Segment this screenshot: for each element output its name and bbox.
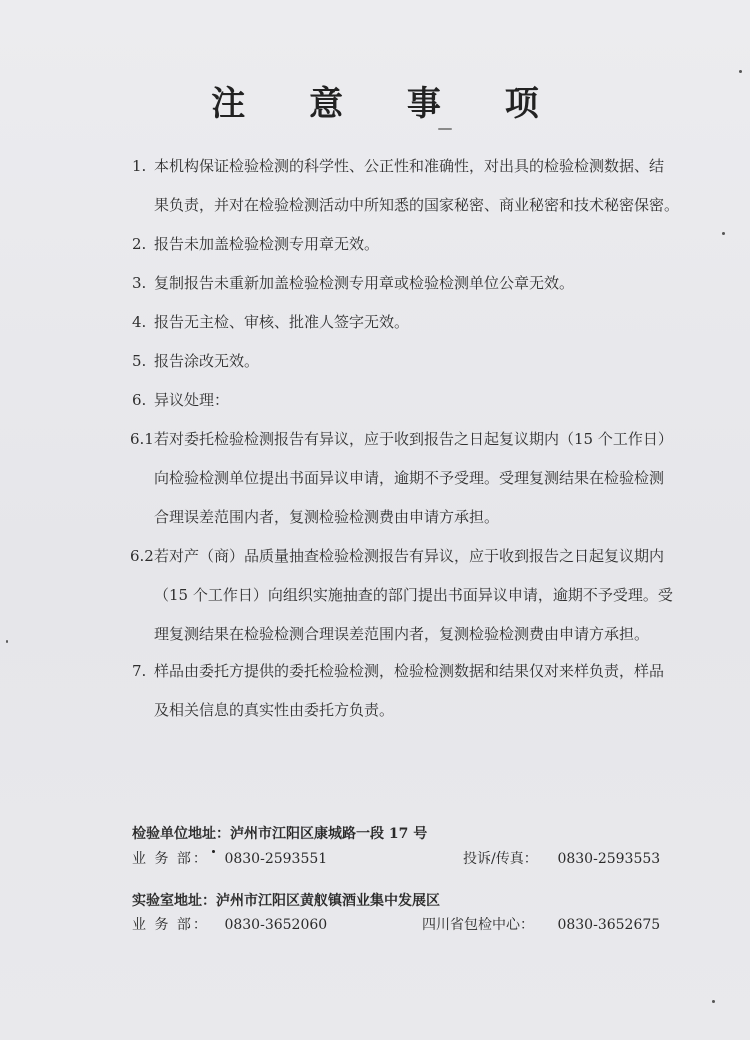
item-text: 果负责，并对在检验检测活动中所知悉的国家秘密、商业秘密和技术秘密保密。	[154, 196, 680, 214]
item-number: 5.	[132, 352, 147, 370]
sichuan-center-label: 四川省包检中心：	[422, 917, 534, 933]
complaint-fax-phone: 0830-2593553	[557, 851, 661, 867]
item-text: 及相关信息的真实性由委托方负责。	[154, 701, 395, 719]
scan-speck	[712, 1000, 715, 1003]
business-phone: 0830-3652060	[224, 917, 328, 933]
item-text: （15 个工作日）向组织实施抽查的部门提出书面异议申请，逾期不予受理。受	[154, 586, 673, 604]
sichuan-center-row	[422, 914, 660, 934]
item-number: 6.2	[130, 547, 154, 565]
item-text: 异议处理：	[154, 391, 230, 409]
item-text: 合理误差范围内者，复测检验检测费由申请方承担。	[154, 508, 500, 526]
inspection-unit-address: 检验单位地址：泸州市江阳区康城路一段 17 号	[132, 826, 428, 842]
scan-speck	[722, 232, 725, 235]
notice-item-1	[132, 147, 680, 225]
item-number: 3.	[132, 274, 147, 292]
notice-item-6-2	[130, 537, 673, 654]
item-text: 理复测结果在检验检测合理误差范围内者，复测检验检测费由申请方承担。	[154, 625, 650, 643]
notice-item-4	[132, 303, 672, 342]
item-text: 若对产（商）品质量抽查检验检测报告有异议，应于收到报告之日起复议期内	[154, 547, 665, 565]
item-number: 7.	[132, 662, 147, 680]
item-number: 4.	[132, 313, 147, 331]
item-number: 1.	[132, 157, 147, 175]
business-dept-label: 业 务 部：	[132, 917, 209, 933]
notice-item-7	[132, 652, 672, 730]
item-text: 若对委托检验检测报告有异议，应于收到报告之日起复议期内（15 个工作日）	[154, 430, 673, 448]
item-text: 报告涂改无效。	[154, 352, 260, 370]
business-dept-row-2	[132, 914, 327, 934]
item-number: 6.1	[130, 430, 154, 448]
business-dept-row-1	[132, 848, 327, 868]
notice-item-5	[132, 342, 672, 381]
notice-item-6	[132, 381, 672, 420]
item-text: 向检验检测单位提出书面异议申请，逾期不予受理。受理复测结果在检验检测	[154, 469, 665, 487]
notice-item-3	[132, 264, 672, 303]
page-title: 注 意 事 项	[211, 84, 565, 124]
business-dept-label: 业 务 部：	[132, 851, 209, 867]
item-text: 报告无主检、审核、批准人签字无效。	[154, 313, 410, 331]
item-text: 复制报告未重新加盖检验检测专用章或检验检测单位公章无效。	[154, 274, 575, 292]
scan-speck	[212, 850, 215, 853]
lab-address: 实验室地址：泸州市江阳区黄舣镇酒业集中发展区	[132, 893, 440, 909]
item-number: 6.	[132, 391, 147, 409]
scan-speck	[739, 70, 742, 73]
item-number: 2.	[132, 235, 147, 253]
item-text: 报告未加盖检验检测专用章无效。	[154, 235, 380, 253]
sichuan-center-phone: 0830-3652675	[557, 917, 661, 933]
business-phone: 0830-2593551	[224, 851, 328, 867]
item-text: 样品由委托方提供的委托检验检测，检验检测数据和结果仅对来样负责，样品	[154, 662, 665, 680]
scan-speck	[6, 640, 8, 643]
item-text: 本机构保证检验检测的科学性、公正性和准确性，对出具的检验检测数据、结	[154, 157, 665, 175]
notice-item-6-1	[130, 420, 673, 537]
notice-item-2	[132, 225, 672, 264]
complaint-fax-label: 投诉/传真：	[463, 851, 538, 867]
scan-speck	[438, 128, 452, 130]
complaint-fax-row	[463, 848, 660, 868]
